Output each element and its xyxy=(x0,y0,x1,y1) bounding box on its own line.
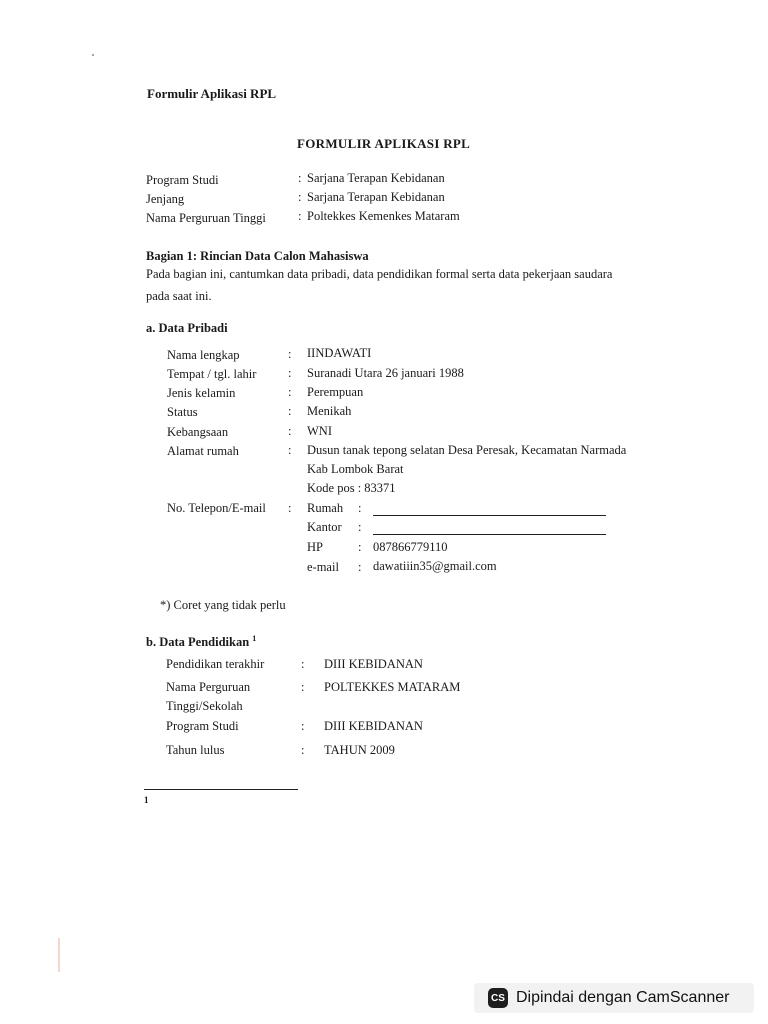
tempat-tgl-lahir-sep: : xyxy=(288,366,292,380)
bagian1-heading: Bagian 1: Rincian Data Calon Mahasiswa xyxy=(146,249,369,263)
tahun-lulus-value: TAHUN 2009 xyxy=(324,743,395,757)
scan-speck xyxy=(92,54,94,56)
coret-note: *) Coret yang tidak perlu xyxy=(160,598,286,612)
rumah-sep: : xyxy=(358,501,362,515)
footnote-marker: 1 xyxy=(144,795,149,805)
status-label: Status xyxy=(167,405,198,419)
bagian1-description-line2: pada saat ini. xyxy=(146,289,212,303)
nama-lengkap-value: IINDAWATI xyxy=(307,346,372,360)
kebangsaan-value: WNI xyxy=(307,424,332,438)
alamat-rumah-line2: Kab Lombok Barat xyxy=(307,462,404,476)
alamat-rumah-value: Dusun tanak tepong selatan Desa Peresak, Kecamatan Narmada xyxy=(307,443,627,457)
rumah-label: Rumah xyxy=(307,501,344,515)
nama-perguruan-sep: : xyxy=(301,680,305,694)
jenjang-sep: : xyxy=(298,190,302,204)
tahun-lulus-sep: : xyxy=(301,743,305,757)
perguruan-tinggi-label: Nama Perguruan Tinggi xyxy=(146,211,266,225)
kode-pos: Kode pos : 83371 xyxy=(307,481,396,495)
footnote-rule xyxy=(144,789,298,790)
tempat-tgl-lahir-label: Tempat / tgl. lahir xyxy=(167,367,257,381)
kantor-blank-line xyxy=(373,534,606,535)
camscanner-watermark xyxy=(474,983,754,1013)
hp-value: 087866779110 xyxy=(373,540,448,554)
kebangsaan-sep: : xyxy=(288,424,292,438)
hp-label: HP xyxy=(307,540,323,554)
nama-lengkap-sep: : xyxy=(288,347,292,361)
hp-sep: : xyxy=(358,540,362,554)
pendidikan-terakhir-label: Pendidikan terakhir xyxy=(166,657,265,671)
program-studi-pendidikan-sep: : xyxy=(301,719,305,733)
bagian1-description-line1: Pada bagian ini, cantumkan data pribadi, data pendidikan formal serta data pekerjaan saudara xyxy=(146,267,613,281)
pendidikan-terakhir-value: DIII KEBIDANAN xyxy=(324,657,423,671)
program-studi-pendidikan-value: DIII KEBIDANAN xyxy=(324,719,423,733)
jenis-kelamin-label: Jenis kelamin xyxy=(167,386,236,400)
program-studi-pendidikan-label: Program Studi xyxy=(166,719,239,733)
scan-edge-mark xyxy=(58,938,60,972)
camscanner-logo-icon: CS xyxy=(488,988,508,1008)
alamat-rumah-sep: : xyxy=(288,443,292,457)
data-pribadi-heading: a. Data Pribadi xyxy=(146,321,228,335)
perguruan-tinggi-value: Poltekkes Kemenkes Mataram xyxy=(307,209,460,223)
alamat-rumah-label: Alamat rumah xyxy=(167,444,239,458)
telepon-email-sep: : xyxy=(288,501,292,515)
email-label: e-mail xyxy=(307,560,339,574)
email-value: dawatiiin35@gmail.com xyxy=(373,559,497,573)
nama-perguruan-label-cont: Tinggi/Sekolah xyxy=(166,699,243,713)
form-title: FORMULIR APLIKASI RPL xyxy=(297,136,471,151)
program-studi-label: Program Studi xyxy=(146,173,219,187)
camscanner-text: Dipindai dengan CamScanner xyxy=(516,989,730,1006)
nama-lengkap-label: Nama lengkap xyxy=(167,348,240,362)
data-pendidikan-heading-text: b. Data Pendidikan xyxy=(146,635,250,650)
email-sep: : xyxy=(358,560,362,574)
tahun-lulus-label: Tahun lulus xyxy=(166,743,225,757)
nama-perguruan-label: Nama Perguruan xyxy=(166,680,251,694)
jenjang-label: Jenjang xyxy=(146,192,185,206)
telepon-email-label: No. Telepon/E-mail xyxy=(167,501,266,515)
program-studi-sep: : xyxy=(298,171,302,185)
pendidikan-terakhir-sep: : xyxy=(301,657,305,671)
kantor-sep: : xyxy=(358,520,362,534)
kantor-label: Kantor xyxy=(307,520,342,534)
rumah-blank-line xyxy=(373,515,606,516)
status-value: Menikah xyxy=(307,404,352,418)
perguruan-tinggi-sep: : xyxy=(298,209,302,223)
data-pendidikan-heading xyxy=(146,634,256,650)
tempat-tgl-lahir-value: Suranadi Utara 26 januari 1988 xyxy=(307,366,464,380)
jenis-kelamin-sep: : xyxy=(288,385,292,399)
status-sep: : xyxy=(288,404,292,418)
footnote-ref: 1 xyxy=(252,634,257,643)
jenjang-value: Sarjana Terapan Kebidanan xyxy=(307,190,445,204)
kebangsaan-label: Kebangsaan xyxy=(167,425,229,439)
program-studi-value: Sarjana Terapan Kebidanan xyxy=(307,171,445,185)
nama-perguruan-value: POLTEKKES MATARAM xyxy=(324,680,461,694)
form-header-label: Formulir Aplikasi RPL xyxy=(147,86,277,101)
jenis-kelamin-value: Perempuan xyxy=(307,385,364,399)
